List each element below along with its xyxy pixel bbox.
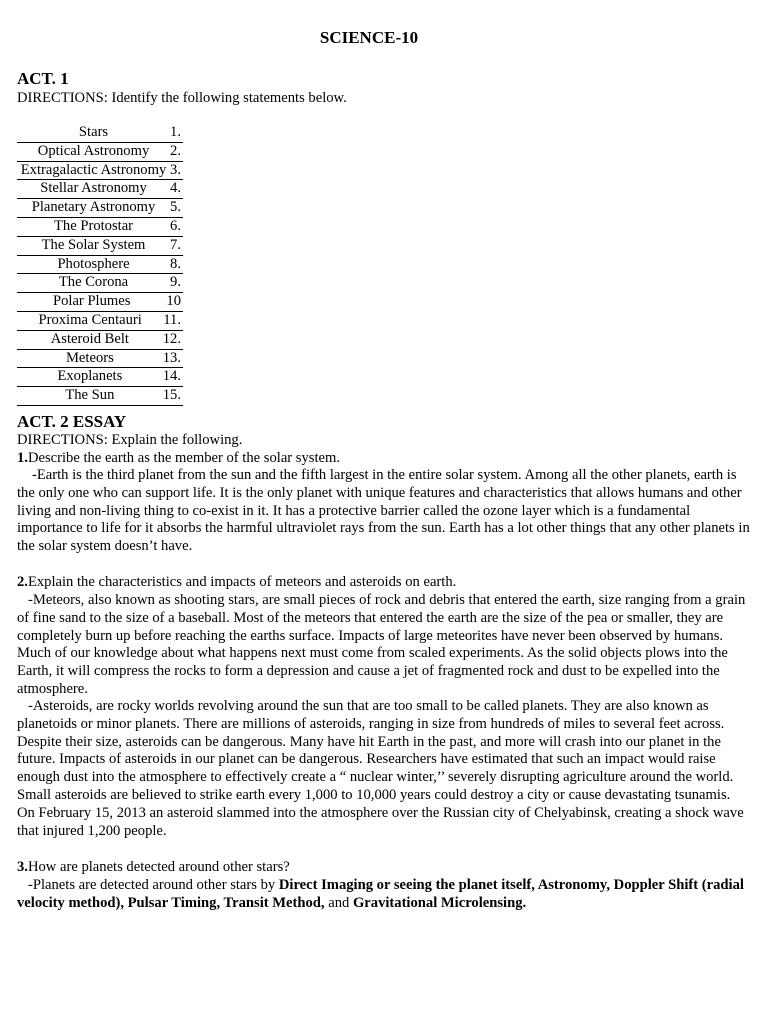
identification-item [17,218,183,237]
identification-item [17,124,183,143]
identification-item [17,256,183,275]
identification-item [17,312,183,331]
page-title: SCIENCE-10 [319,28,419,47]
identification-item [17,350,183,369]
identification-number: 11. [163,311,181,328]
identification-item [17,274,183,293]
identification-item [17,143,183,162]
answer-3-and: and [324,894,353,911]
identification-item [17,331,183,350]
identification-item [17,293,183,312]
answer-2-meteors: -Meteors, also known as shooting stars, are small pieces of rock and debris that entered the earth, size ranging from a grain of fine sand to the size of a baseball. Most of the meteors that entered the earth are the size of the pea or smaller, they are completely burn up before reaching the earths surface. Impacts of large meteorites have never been observed by humans. Much of our knowledge about what happens next must come from scaled experiments. As the solid objects plows into the Earth, it will compress the rocks to form a depression and cause a jet of fragmented rock and dust to be expelled into the atmosphere. [17,592,746,697]
identification-term: The Sun [65,387,115,404]
identification-term: Optical Astronomy [37,142,150,159]
identification-term: Exoplanets [57,368,123,385]
identification-term: Photosphere [57,255,130,272]
identification-number: 13. [162,349,181,366]
act1-directions: DIRECTIONS: Identify the following statements below. [17,90,347,106]
identification-item [17,237,183,256]
identification-number: 8. [170,255,181,272]
identification-number: 15. [162,387,181,404]
question-1-number: 1. [17,450,28,466]
identification-number: 10 [166,293,181,310]
question-3 [17,859,290,877]
identification-number: 1. [170,124,181,140]
identification-number: 3. [170,161,181,178]
identification-term: The Protostar [54,217,134,234]
answer-2-asteroids: -Asteroids, are rocky worlds revolving around the sun that are too small to be called planets. They are also known as planetoids or minor planets. There are millions of asteroids, ranging in size from hundreds of miles to several feet across. Despite their size, asteroids can be dangerous. Many have hit Earth in the past, and more will crash into our planet in the future. Impacts of asteroids in our planet can be dangerous. Researchers have estimated that such an impact would raise enough dust into the atmosphere to effectively create a “ nuclear winter,’’ severely disrupting agriculture around the world. Small asteroids are believed to strike earth every 1,000 to 10,000 years could destroy a city or cause devastating tsunamis. On February 15, 2013 an asteroid slammed into the atmosphere over the Russian city of Chelyabinsk, creating a shock wave that injured 1,200 people. [17,698,744,839]
answer-3-methods: Direct Imaging or seeing the planet itself, Astronomy, Doppler Shift (radial velocity method), Pulsar Timing, Transit Method, [17,877,744,911]
question-2-text: Explain the characteristics and impacts of meteors and asteroids on earth. [27,574,457,590]
identification-term: Stellar Astronomy [40,180,147,197]
identification-list [17,124,183,406]
identification-number: 5. [170,199,181,216]
question-2 [17,574,456,592]
identification-term: Planetary Astronomy [31,199,156,216]
identification-term: Meteors [65,349,114,366]
act2-directions: DIRECTIONS: Explain the following. [17,432,243,448]
question-3-text: How are planets detected around other stars? [27,859,290,875]
identification-item [17,387,183,406]
identification-term: The Corona [58,274,129,291]
identification-number: 4. [170,180,181,197]
identification-item [17,162,183,181]
identification-term: The Solar System [41,236,146,253]
identification-item [17,180,183,199]
answer-3-microlensing: Gravitational Microlensing. [352,894,527,911]
identification-item [17,199,183,218]
identification-number: 9. [170,274,181,291]
identification-term: Stars [78,124,109,140]
act1-heading: ACT. 1 [17,69,69,88]
act2-heading: ACT. 2 ESSAY [17,412,127,431]
identification-number: 2. [170,142,181,159]
identification-number: 14. [162,368,181,385]
identification-number: 12. [162,330,181,347]
identification-term: Proxima Centauri [38,311,142,328]
question-3-number: 3. [17,859,28,875]
identification-number: 7. [170,236,181,253]
identification-number: 6. [170,217,181,234]
answer-3 [17,877,751,913]
question-1-text: Describe the earth as the member of the solar system. [27,450,340,466]
question-1 [17,450,340,468]
identification-item [17,368,183,387]
identification-term: Asteroid Belt [50,330,129,347]
question-2-number: 2. [17,574,28,590]
answer-3-intro: -Planets are detected around other stars by [28,877,279,893]
identification-term: Extragalactic Astronomy [20,161,167,178]
answer-1: -Earth is the third planet from the sun and the fifth largest in the entire solar system. Among all the other planets, earth is the only one who can support life. It is the only planet with unique features and characteristics that allows humans and other living and non-living thing to co-exist in it. It has a protective barrier called the ozone layer which is a fundamental importance to life for it absorbs the harmful ultraviolet rays from the sun. Earth has a lot other things that any other planets in the solar system doesn’t have. [17,467,750,555]
identification-term: Polar Plumes [52,293,131,310]
